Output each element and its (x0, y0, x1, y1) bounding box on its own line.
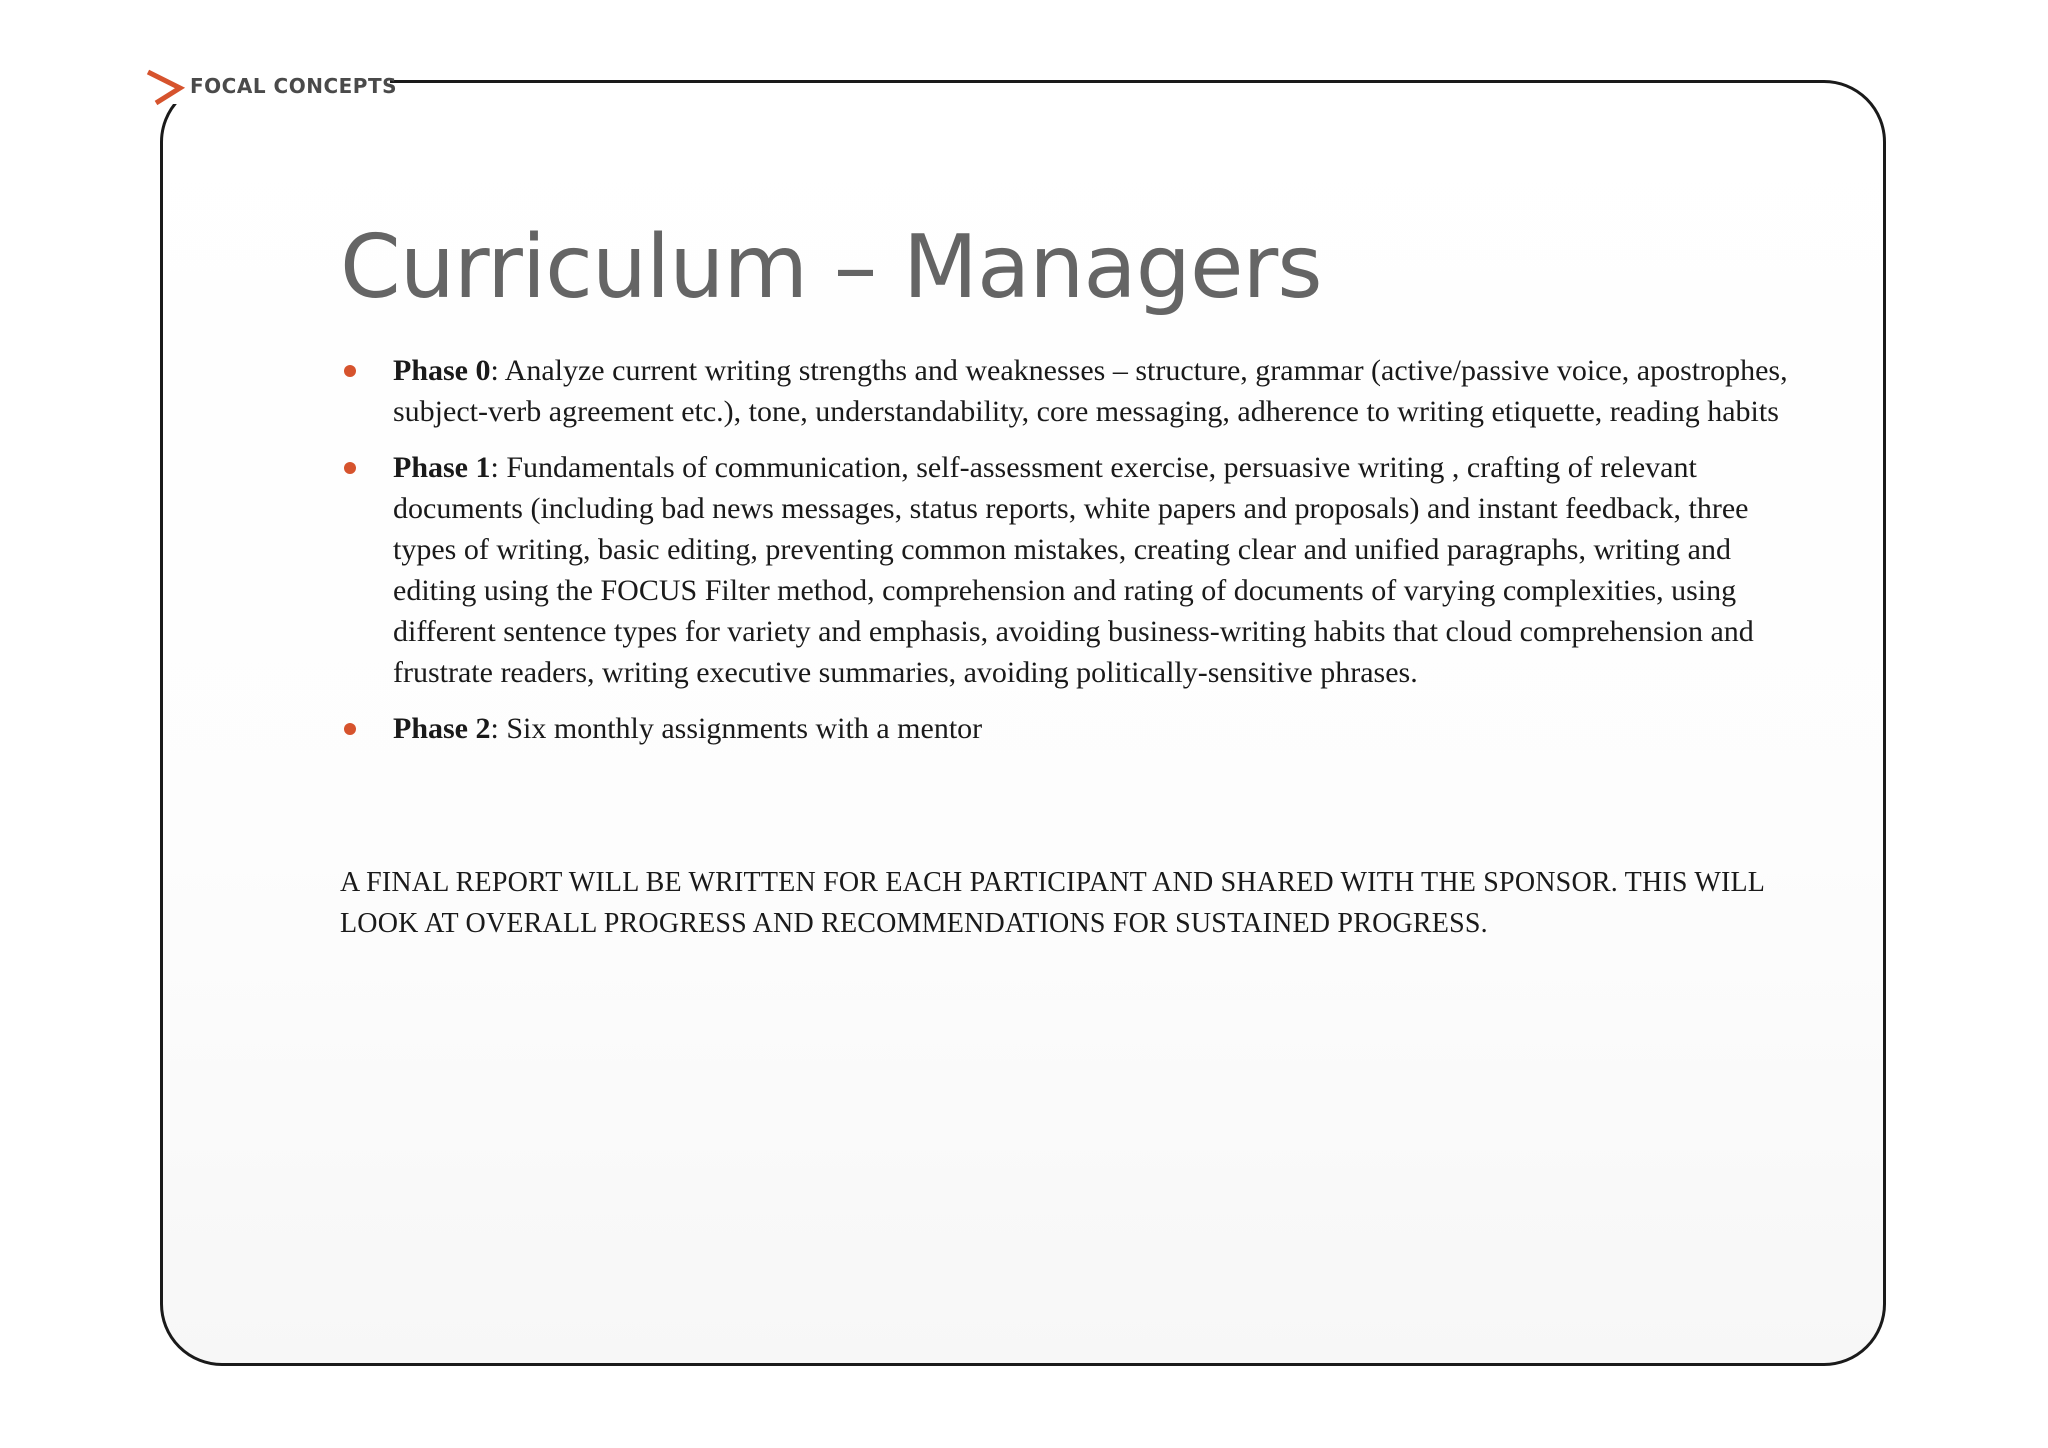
brand-logo (146, 66, 397, 106)
bullet-dot-icon (344, 365, 356, 377)
phase-description: : Six monthly assignments with a mentor (490, 712, 983, 745)
phase-description: : Analyze current writing strengths and weaknesses – structure, grammar (active/passive voice, apostrophes, subject-verb agreement etc.), tone, understandability, core messaging, adherence to writing etiquette, reading habits (393, 354, 1788, 428)
phase-list (340, 350, 1800, 764)
phase-item (340, 708, 1800, 749)
phase-description: : Fundamentals of communication, self-assessment exercise, persuasive writing , crafting of relevant documents (including bad news messages, status reports, white papers and proposals) and instant feedback, three types of writing, basic editing, preventing common mistakes, creating clear and unified paragraphs, writing and editing using the FOCUS Filter method, comprehension and rating of documents of varying complexities, using different sentence types for variety and emphasis, avoiding business-writing habits that cloud comprehension and frustrate readers, writing executive summaries, avoiding politically-sensitive phrases. (393, 451, 1754, 689)
red-chevron-icon (146, 66, 188, 106)
phase-label: Phase 1 (393, 451, 491, 484)
bullet-dot-icon (344, 462, 356, 474)
slide-title: Curriculum – Managers (340, 216, 1322, 318)
phase-label: Phase 2 (393, 712, 491, 745)
phase-item (340, 350, 1800, 432)
final-report-note: A FINAL REPORT WILL BE WRITTEN FOR EACH PARTICIPANT AND SHARED WITH THE SPONSOR. THIS WILL LOOK AT OVERALL PROGRESS AND RECOMMENDATIONS FOR SUSTAINED PROGRESS. (340, 867, 1765, 939)
phase-label: Phase 0 (393, 354, 491, 387)
bullet-dot-icon (344, 723, 356, 735)
phase-item (340, 447, 1800, 693)
brand-name: FOCAL CONCEPTS (190, 74, 397, 98)
